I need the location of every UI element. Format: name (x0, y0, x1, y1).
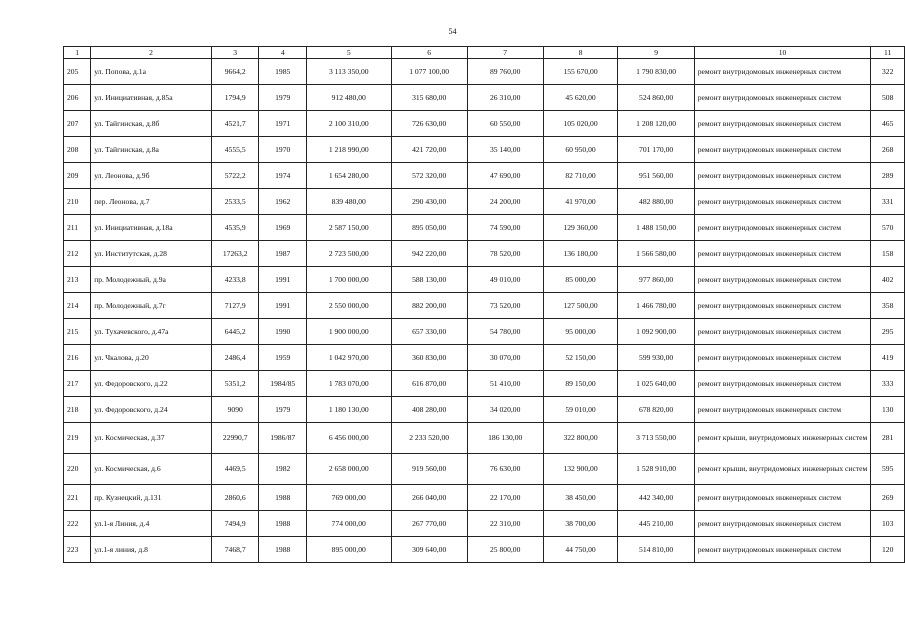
cell-total-cost: 1 218 990,00 (307, 137, 392, 163)
cell-cost-col-6: 942 220,00 (391, 241, 467, 267)
cell-work-type: ремонт внутридомовых инженерных систем (694, 241, 871, 267)
cell-address: ул.1-я Линия, д.4 (91, 511, 212, 537)
cell-row-number: 215 (64, 319, 91, 345)
cell-cost-col-9: 951 560,00 (618, 163, 694, 189)
cell-area: 1794,9 (211, 85, 259, 111)
cell-address: ул. Федоровского, д.24 (91, 397, 212, 423)
cell-year-built: 1988 (259, 485, 307, 511)
cell-year-built: 1962 (259, 189, 307, 215)
cell-col-11-value: 508 (871, 85, 905, 111)
cell-year-built: 1988 (259, 537, 307, 563)
cell-cost-col-6: 726 630,00 (391, 111, 467, 137)
cell-col-11-value: 289 (871, 163, 905, 189)
cell-area: 17263,2 (211, 241, 259, 267)
cell-year-built: 1959 (259, 345, 307, 371)
cell-cost-col-9: 1 208 120,00 (618, 111, 694, 137)
cell-cost-col-6: 657 330,00 (391, 319, 467, 345)
cell-cost-col-6: 895 050,00 (391, 215, 467, 241)
cell-year-built: 1970 (259, 137, 307, 163)
table-row (64, 485, 905, 511)
cell-cost-col-9: 482 880,00 (618, 189, 694, 215)
column-header-8: 8 (543, 47, 618, 59)
cell-work-type: ремонт внутридомовых инженерных систем (694, 345, 871, 371)
cell-cost-col-9: 3 713 550,00 (618, 423, 694, 454)
cell-total-cost: 2 550 000,00 (307, 293, 392, 319)
cell-cost-col-8: 60 950,00 (543, 137, 618, 163)
cell-year-built: 1971 (259, 111, 307, 137)
column-header-5: 5 (307, 47, 392, 59)
table-body (64, 59, 905, 563)
cell-work-type: ремонт внутридомовых инженерных систем (694, 137, 871, 163)
cell-cost-col-9: 701 170,00 (618, 137, 694, 163)
cell-total-cost: 1 700 000,00 (307, 267, 392, 293)
cell-address: ул. Чкалова, д.20 (91, 345, 212, 371)
cell-cost-col-7: 74 590,00 (467, 215, 543, 241)
cell-address: ул. Космическая, д.37 (91, 423, 212, 454)
cell-address: ул. Федоровского, д.22 (91, 371, 212, 397)
table-row (64, 215, 905, 241)
cell-cost-col-8: 129 360,00 (543, 215, 618, 241)
cell-cost-col-6: 315 680,00 (391, 85, 467, 111)
cell-total-cost: 1 180 130,00 (307, 397, 392, 423)
cell-year-built: 1991 (259, 293, 307, 319)
cell-cost-col-9: 514 810,00 (618, 537, 694, 563)
column-header-7: 7 (467, 47, 543, 59)
cell-area: 7127,9 (211, 293, 259, 319)
cell-row-number: 217 (64, 371, 91, 397)
cell-cost-col-8: 44 750,00 (543, 537, 618, 563)
cell-work-type: ремонт внутридомовых инженерных систем (694, 537, 871, 563)
column-header-3: 3 (211, 47, 259, 59)
cell-total-cost: 1 042 970,00 (307, 345, 392, 371)
cell-area: 4555,5 (211, 137, 259, 163)
header-row (64, 47, 905, 59)
cell-cost-col-7: 186 130,00 (467, 423, 543, 454)
cell-area: 2860,6 (211, 485, 259, 511)
cell-area: 22990,7 (211, 423, 259, 454)
cell-cost-col-9: 1 528 910,00 (618, 454, 694, 485)
cell-total-cost: 1 900 000,00 (307, 319, 392, 345)
cell-cost-col-6: 421 720,00 (391, 137, 467, 163)
cell-cost-col-9: 1 488 150,00 (618, 215, 694, 241)
cell-area: 9090 (211, 397, 259, 423)
cell-cost-col-6: 408 280,00 (391, 397, 467, 423)
cell-year-built: 1991 (259, 267, 307, 293)
table-row (64, 241, 905, 267)
table-row (64, 345, 905, 371)
cell-cost-col-9: 1 790 830,00 (618, 59, 694, 85)
table-row (64, 293, 905, 319)
cell-year-built: 1986/87 (259, 423, 307, 454)
cell-row-number: 205 (64, 59, 91, 85)
cell-row-number: 208 (64, 137, 91, 163)
cell-col-11-value: 419 (871, 345, 905, 371)
cell-area: 2486,4 (211, 345, 259, 371)
cell-work-type: ремонт внутридомовых инженерных систем (694, 85, 871, 111)
cell-cost-col-7: 60 550,00 (467, 111, 543, 137)
cell-cost-col-9: 1 025 640,00 (618, 371, 694, 397)
cell-area: 4521,7 (211, 111, 259, 137)
cell-cost-col-9: 442 340,00 (618, 485, 694, 511)
cell-row-number: 220 (64, 454, 91, 485)
cell-area: 5722,2 (211, 163, 259, 189)
cell-row-number: 206 (64, 85, 91, 111)
cell-work-type: ремонт внутридомовых инженерных систем (694, 319, 871, 345)
cell-cost-col-6: 2 233 520,00 (391, 423, 467, 454)
cell-cost-col-7: 25 800,00 (467, 537, 543, 563)
cell-area: 2533,5 (211, 189, 259, 215)
cell-cost-col-7: 22 310,00 (467, 511, 543, 537)
cell-cost-col-8: 59 010,00 (543, 397, 618, 423)
cell-area: 6445,2 (211, 319, 259, 345)
cell-row-number: 223 (64, 537, 91, 563)
cell-address: пер. Леонова, д.7 (91, 189, 212, 215)
cell-year-built: 1985 (259, 59, 307, 85)
cell-cost-col-6: 267 770,00 (391, 511, 467, 537)
cell-col-11-value: 158 (871, 241, 905, 267)
cell-cost-col-7: 78 520,00 (467, 241, 543, 267)
column-header-9: 9 (618, 47, 694, 59)
table-row (64, 319, 905, 345)
cell-cost-col-7: 34 020,00 (467, 397, 543, 423)
cell-cost-col-6: 572 320,00 (391, 163, 467, 189)
cell-work-type: ремонт внутридомовых инженерных систем (694, 397, 871, 423)
cell-work-type: ремонт внутридомовых инженерных систем (694, 371, 871, 397)
cell-col-11-value: 103 (871, 511, 905, 537)
cell-year-built: 1987 (259, 241, 307, 267)
cell-address: ул. Космическая, д.6 (91, 454, 212, 485)
cell-cost-col-9: 977 860,00 (618, 267, 694, 293)
cell-col-11-value: 331 (871, 189, 905, 215)
cell-address: пр. Молодежный, д.7г (91, 293, 212, 319)
table-row (64, 111, 905, 137)
cell-year-built: 1974 (259, 163, 307, 189)
cell-cost-col-7: 51 410,00 (467, 371, 543, 397)
column-header-11: 11 (871, 47, 905, 59)
cell-cost-col-6: 266 040,00 (391, 485, 467, 511)
cell-work-type: ремонт внутридомовых инженерных систем (694, 485, 871, 511)
cell-row-number: 214 (64, 293, 91, 319)
cell-col-11-value: 281 (871, 423, 905, 454)
cell-row-number: 211 (64, 215, 91, 241)
cell-cost-col-8: 95 000,00 (543, 319, 618, 345)
cell-row-number: 207 (64, 111, 91, 137)
table-row (64, 267, 905, 293)
column-header-10: 10 (694, 47, 871, 59)
cell-total-cost: 912 480,00 (307, 85, 392, 111)
cell-row-number: 222 (64, 511, 91, 537)
column-header-6: 6 (391, 47, 467, 59)
cell-col-11-value: 570 (871, 215, 905, 241)
cell-col-11-value: 120 (871, 537, 905, 563)
cell-cost-col-7: 22 170,00 (467, 485, 543, 511)
table-row (64, 423, 905, 454)
cell-year-built: 1984/85 (259, 371, 307, 397)
cell-total-cost: 6 456 000,00 (307, 423, 392, 454)
cell-year-built: 1990 (259, 319, 307, 345)
cell-col-11-value: 465 (871, 111, 905, 137)
cell-col-11-value: 268 (871, 137, 905, 163)
cell-work-type: ремонт крыши, внутридомовых инженерных систем (694, 454, 871, 485)
cell-work-type: ремонт внутридомовых инженерных систем (694, 189, 871, 215)
cell-total-cost: 1 654 280,00 (307, 163, 392, 189)
cell-cost-col-7: 54 780,00 (467, 319, 543, 345)
cell-cost-col-8: 136 180,00 (543, 241, 618, 267)
table-row (64, 59, 905, 85)
cell-cost-col-7: 26 310,00 (467, 85, 543, 111)
cell-area: 4535,9 (211, 215, 259, 241)
cell-cost-col-9: 524 860,00 (618, 85, 694, 111)
cell-work-type: ремонт внутридомовых инженерных систем (694, 59, 871, 85)
cell-cost-col-7: 89 760,00 (467, 59, 543, 85)
cell-col-11-value: 402 (871, 267, 905, 293)
cell-col-11-value: 333 (871, 371, 905, 397)
cell-cost-col-7: 49 010,00 (467, 267, 543, 293)
cell-cost-col-9: 1 092 900,00 (618, 319, 694, 345)
cell-address: ул.1-я линия, д.8 (91, 537, 212, 563)
cell-address: ул. Тайгинская, д.8б (91, 111, 212, 137)
cell-address: ул. Инициативная, д.85а (91, 85, 212, 111)
cell-cost-col-6: 290 430,00 (391, 189, 467, 215)
cell-area: 9664,2 (211, 59, 259, 85)
cell-year-built: 1979 (259, 397, 307, 423)
cell-work-type: ремонт внутридомовых инженерных систем (694, 293, 871, 319)
cell-cost-col-6: 1 077 100,00 (391, 59, 467, 85)
table-row (64, 537, 905, 563)
cell-cost-col-8: 45 620,00 (543, 85, 618, 111)
table-row (64, 454, 905, 485)
cell-col-11-value: 130 (871, 397, 905, 423)
cell-cost-col-7: 47 690,00 (467, 163, 543, 189)
cell-cost-col-8: 38 450,00 (543, 485, 618, 511)
cell-total-cost: 3 113 350,00 (307, 59, 392, 85)
cell-year-built: 1988 (259, 511, 307, 537)
cell-cost-col-9: 1 566 580,00 (618, 241, 694, 267)
cell-work-type: ремонт внутридомовых инженерных систем (694, 511, 871, 537)
cell-work-type: ремонт внутридомовых инженерных систем (694, 267, 871, 293)
cell-total-cost: 769 000,00 (307, 485, 392, 511)
page-number: 54 (448, 27, 457, 36)
table-row (64, 85, 905, 111)
cell-address: ул. Институтская, д.28 (91, 241, 212, 267)
cell-total-cost: 2 658 000,00 (307, 454, 392, 485)
cell-cost-col-8: 322 800,00 (543, 423, 618, 454)
cell-row-number: 210 (64, 189, 91, 215)
cell-work-type: ремонт внутридомовых инженерных систем (694, 215, 871, 241)
table-row (64, 511, 905, 537)
cell-row-number: 218 (64, 397, 91, 423)
cell-col-11-value: 322 (871, 59, 905, 85)
cell-area: 4233,8 (211, 267, 259, 293)
column-header-4: 4 (259, 47, 307, 59)
cell-total-cost: 839 480,00 (307, 189, 392, 215)
table-row (64, 371, 905, 397)
cell-col-11-value: 269 (871, 485, 905, 511)
cell-area: 5351,2 (211, 371, 259, 397)
cell-cost-col-8: 105 020,00 (543, 111, 618, 137)
cell-cost-col-7: 24 200,00 (467, 189, 543, 215)
cell-cost-col-6: 360 830,00 (391, 345, 467, 371)
cell-cost-col-7: 76 630,00 (467, 454, 543, 485)
cell-cost-col-6: 882 200,00 (391, 293, 467, 319)
cell-col-11-value: 358 (871, 293, 905, 319)
cell-total-cost: 2 587 150,00 (307, 215, 392, 241)
cell-year-built: 1979 (259, 85, 307, 111)
cell-cost-col-8: 127 500,00 (543, 293, 618, 319)
table-row (64, 137, 905, 163)
cell-total-cost: 774 000,00 (307, 511, 392, 537)
cell-year-built: 1969 (259, 215, 307, 241)
cell-address: ул. Инициативная, д.18а (91, 215, 212, 241)
cell-row-number: 209 (64, 163, 91, 189)
table-header (64, 47, 905, 59)
cell-address: ул. Попова, д.1а (91, 59, 212, 85)
cell-row-number: 216 (64, 345, 91, 371)
cell-cost-col-7: 73 520,00 (467, 293, 543, 319)
table-row (64, 163, 905, 189)
cell-area: 4469,5 (211, 454, 259, 485)
cell-col-11-value: 295 (871, 319, 905, 345)
cell-cost-col-8: 38 700,00 (543, 511, 618, 537)
cell-col-11-value: 595 (871, 454, 905, 485)
cell-area: 7468,7 (211, 537, 259, 563)
cell-work-type: ремонт внутридомовых инженерных систем (694, 111, 871, 137)
cell-cost-col-8: 82 710,00 (543, 163, 618, 189)
cell-cost-col-8: 85 000,00 (543, 267, 618, 293)
cell-cost-col-9: 445 210,00 (618, 511, 694, 537)
cell-cost-col-8: 41 970,00 (543, 189, 618, 215)
cell-row-number: 221 (64, 485, 91, 511)
cell-cost-col-7: 30 070,00 (467, 345, 543, 371)
cell-area: 7494,9 (211, 511, 259, 537)
cell-row-number: 212 (64, 241, 91, 267)
cell-row-number: 213 (64, 267, 91, 293)
column-header-2: 2 (91, 47, 212, 59)
cell-total-cost: 2 723 500,00 (307, 241, 392, 267)
cell-work-type: ремонт крыши, внутридомовых инженерных систем (694, 423, 871, 454)
cell-year-built: 1982 (259, 454, 307, 485)
cell-cost-col-9: 1 466 780,00 (618, 293, 694, 319)
table-row (64, 397, 905, 423)
cell-cost-col-7: 35 140,00 (467, 137, 543, 163)
cell-total-cost: 1 783 070,00 (307, 371, 392, 397)
cell-total-cost: 895 000,00 (307, 537, 392, 563)
table-row (64, 189, 905, 215)
cell-cost-col-6: 309 640,00 (391, 537, 467, 563)
cell-cost-col-8: 155 670,00 (543, 59, 618, 85)
cell-cost-col-9: 599 930,00 (618, 345, 694, 371)
cell-cost-col-9: 678 820,00 (618, 397, 694, 423)
cell-cost-col-8: 52 150,00 (543, 345, 618, 371)
cell-address: ул. Тайгинская, д.8а (91, 137, 212, 163)
cell-address: ул. Леонова, д.9б (91, 163, 212, 189)
cell-address: ул. Тухачевского, д.47а (91, 319, 212, 345)
cell-total-cost: 2 100 310,00 (307, 111, 392, 137)
cell-cost-col-6: 616 870,00 (391, 371, 467, 397)
cell-cost-col-8: 89 150,00 (543, 371, 618, 397)
column-header-1: 1 (64, 47, 91, 59)
cell-cost-col-6: 919 560,00 (391, 454, 467, 485)
cell-address: пр. Кузнецкий, д.131 (91, 485, 212, 511)
cell-row-number: 219 (64, 423, 91, 454)
cell-work-type: ремонт внутридомовых инженерных систем (694, 163, 871, 189)
cell-cost-col-6: 588 130,00 (391, 267, 467, 293)
cell-address: пр. Молодежный, д.9а (91, 267, 212, 293)
cell-cost-col-8: 132 900,00 (543, 454, 618, 485)
registry-table (63, 46, 905, 563)
